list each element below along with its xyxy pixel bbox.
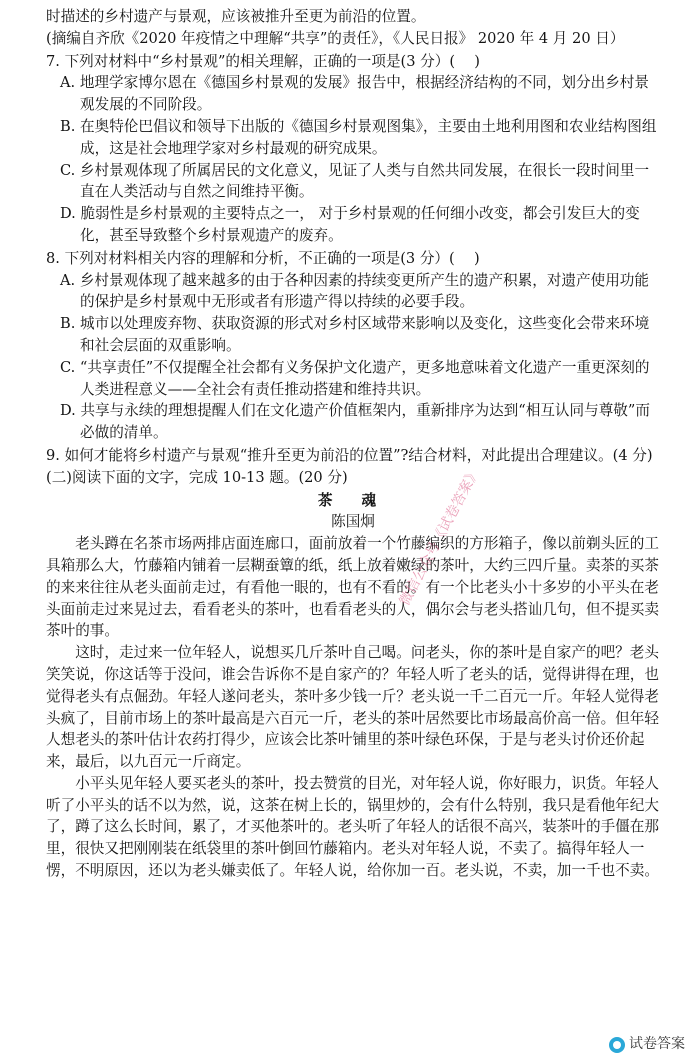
article-paragraph-3: 小平头见年轻人要买老头的茶叶，投去赞赏的目光，对年轻人说，你好眼力，识货。年轻人听了小平头的话不以为然，说，这茶在树上长的，锅里炒的，会有什么特别，我只是看他年纪大了，蹲了这么长时间，累了，才买他茶叶的。老头听了年轻人的话很不高兴，装茶叶的手僵在那里，很快又把刚刚装在纸袋里的茶叶倒回竹藤箱内。老头对年轻人说，不卖了。搞得年轻人一愣，不明原因，还以为老头嫌卖低了。年轻人说，给你加一百。老头说，不卖，加一千也不卖。 bbox=[46, 774, 659, 880]
corner-logo-label: 试卷答案 bbox=[629, 1036, 685, 1053]
logo-icon bbox=[609, 1037, 625, 1053]
question-8-option-c: C. “共享责任”不仅提醒全社会都有义务保护文化遗产，更多地意味着文化遗产一重更深刻的人类进程意义——全社会有责任推动搭建和维持共识。 bbox=[60, 358, 650, 398]
article-title: 茶 魂 bbox=[317, 491, 389, 509]
question-7-option-c: C. 乡村景观体现了所属居民的文化意义，见证了人类与自然共同发展，在很长一段时间里一直在人类活动与自然之间维持平衡。 bbox=[60, 161, 650, 201]
question-8-stem: 8. 下列对材料相关内容的理解和分析，不正确的一项是(3 分）( ) bbox=[46, 249, 480, 267]
intro-line: 时描述的乡村遗产与景观，应该被推升至更为前沿的位置。 bbox=[46, 8, 426, 25]
question-7-stem: 7. 下列对材料中“乡村景观”的相关理解，正确的一项是(3 分）( ) bbox=[46, 52, 480, 70]
question-8-option-a: A. 乡村景观体现了越来越多的由于各种因素的持续变更所产生的遗产积累，对遗产使用功能的保护是乡村景观中无形或者有形遗产得以持续的必要手段。 bbox=[60, 271, 649, 311]
source-citation: (摘编自齐欣《2020 年疫情之中理解“共享”的责任》，《人民日报》 2020 年 4 月 20 日） bbox=[46, 29, 625, 47]
question-7-option-b: B. 在奥特伦巴倡议和领导下出版的《德国乡村景观图集》，主要由土地利用图和农业结构图组成，这是社会地理学家对乡村最观的研究成果。 bbox=[60, 117, 657, 157]
question-7-option-d: D. 脆弱性是乡村景观的主要特点之一， 对于乡村景观的任何细小改变，都会引发巨大的变化，甚至导致整个乡村景观遗产的废弃。 bbox=[60, 205, 640, 244]
corner-logo bbox=[605, 1032, 689, 1058]
question-8-option-d: D. 共享与永续的理想提醒人们在文化遗产价值框架内，重新排序为达到“相互认同与尊敬”而必做的清单。 bbox=[60, 402, 650, 442]
question-8-option-b: B. 城市以处理废弃物、获取资源的形式对乡村区域带来影响以及变化，这些变化会带来环境和社会层面的双重影响。 bbox=[60, 315, 650, 354]
watermark-text: 微信公众号《试卷答案》 bbox=[396, 464, 484, 609]
article-paragraph-1: 老头蹲在名茶市场两排店面连廊口，面前放着一个竹藤编织的方形箱子，像以前剃头匠的工具箱那么大，竹藤箱内铺着一层糊蚕簟的纸，纸上放着嫩绿的茶叶，大约三四斤量。卖茶的买茶的来来往往从老头面前走过，有看他一眼的，也有不看的。有一个比老头小十多岁的小平头在老头面前走过来晃过去，看看老头的茶叶，也看看老头的人，偶尔会与老头搭讪几句，但不提买卖茶叶的事。 bbox=[46, 535, 659, 640]
question-9-stem: 9. 如何才能将乡村遗产与景观“推升至更为前沿的位置”?结合材料，对此提出合理建议。(4 分) bbox=[46, 446, 653, 464]
question-7-option-a: A. 地理学家博尔恩在《德国乡村景观的发展》报告中，根据经济结构的不同，划分出乡村景观发展的不同阶段。 bbox=[60, 74, 649, 114]
document-page bbox=[46, 6, 660, 882]
article-author: 陈国炯 bbox=[331, 513, 375, 531]
section-heading: (二)阅读下面的文字，完成 10-13 题。(20 分) bbox=[46, 468, 348, 486]
article-paragraph-2: 这时，走过来一位年轻人，说想买几斤茶叶自己喝。问老头，你的茶叶是自家产的吧？老头笑笑说，你这话等于没问，谁会告诉你不是自家产的？年轻人听了老头的话，觉得讲得在理，也觉得老头有点倔劲。年轻人遂问老头，茶叶多少钱一斤？老头说一千二百元一斤。年轻人觉得老头疯了，目前市场上的茶叶最高是六百元一斤，老头的茶叶居然要比市场最高价高一倍。但年轻人想老头的茶叶估计农药打得少，应该会比茶叶铺里的茶叶绿色环保，于是与老头讨价还价起来，最后，以九百元一斤商定。 bbox=[46, 644, 659, 771]
